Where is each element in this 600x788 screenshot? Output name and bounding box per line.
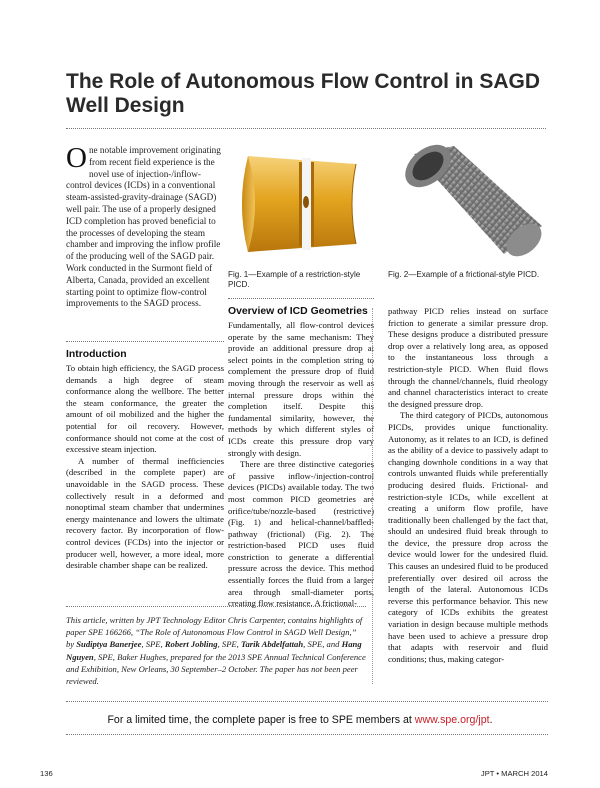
introduction-paragraph: To obtain high efficiency, the SAGD process demands a high degree of steam conformance along the wellbore. The better the steam conformance, the greater the amount of oil mobilized and the higher the potential for oil recovery. However, conformance should not come at the cost of excessive steam injection.	[66, 363, 224, 455]
spe-jpt-link[interactable]: www.spe.org/jpt	[414, 714, 490, 726]
editorial-note	[66, 614, 366, 687]
promo-period: .	[489, 714, 493, 726]
overview-paragraph: There are three distinctive categories of passive inflow-/injection-control devices (PICDs) available today. The two most common PICD geometries are orifice/tube/nozzle-based (restrictive) (Fig. 1) and helical-channel/baffled-pathway (frictional) (Fig. 2). The restriction-based PICD uses fluid constriction to generate a differential pressure across the device. This method essentially forces the fluid from a larger area through small-diameter ports, creating flow resistance. A frictional-	[228, 459, 374, 609]
right-paragraph: pathway PICD relies instead on surface friction to generate a similar pressure drop. These designs produce a distributed pressure drop over a relatively long area, as opposed to the instantaneous loss through a restriction-style PICD. When fluid flows through the channel/channels, fluid rheology and channel characteristics interact to create the designed pressure drop.	[388, 306, 548, 409]
right-column-body	[388, 306, 548, 665]
fig1-restriction-picd-image	[228, 148, 374, 260]
note-text: , SPE,	[217, 639, 241, 650]
introduction-paragraph: A number of thermal inefficiencies (described in the complete paper) are unavoidable in the SAGD process. These collectively result in a deformed and nonoptimal steam chamber that undermines energy maintenance and lowers the ultimate recovery factor. By incorporation of flow-control devices (FCDs) into the injector or producer well, however, a more ideal, more desirable chamber shape can be realized.	[66, 455, 224, 571]
intro-text: ne notable improvement originating from recent field experience is the novel use of injection-/inflow-control devices (ICDs) in a conventional steam-assisted-gravity-drainage (SAGD) well pair. The use of a properly designed ICD completion has proved beneficial to the processes of developing the steam chamber and improving the inflow profile of the producing well of the SAGD pair. Work conducted in the Surmont field of Alberta, Canada, provided an excellent starting point to optimize flow-control improvements to the SAGD process.	[66, 145, 221, 309]
issue-label: JPT • MARCH 2014	[480, 769, 548, 778]
fig2-frictional-picd-image	[392, 142, 548, 260]
introduction-divider	[66, 341, 224, 342]
overview-body	[228, 320, 374, 610]
page-number: 136	[40, 769, 53, 778]
note-text: , SPE, Baker Hughes, prepared for the 2013 SPE Annual Technical Conference and Exhibition, New Orleans, 30 September–2 October. The paper has not been peer reviewed.	[66, 651, 366, 687]
note-text: This article, written by JPT Technology Editor Chris Carpenter, contains highlights of paper SPE 166266, “The Role of Autonomous Flow Control in SAGD Well Design,” by	[66, 615, 363, 650]
intro-paragraph	[66, 142, 224, 310]
promo-line	[0, 714, 600, 726]
overview-divider	[228, 298, 374, 299]
column-rule	[372, 308, 373, 684]
note-author: Tarik Abdelfattah	[240, 639, 304, 650]
note-text: , SPE,	[141, 639, 165, 650]
fig2-caption: Fig. 2—Example of a frictional-style PICD.	[388, 270, 540, 279]
promo-divider-top	[66, 701, 548, 702]
note-author: Robert Jobling	[164, 639, 218, 650]
right-paragraph: The third category of PICDs, autonomous PICDs, provides unique functionality. Autonomy, as it relates to an ICD, is defined as the ability of a device to passively adapt to changing downhole conditions in a way that controls unwanted fluids while preferentially producing desired fluids. Frictional- and restriction-style ICDs, while excellent at creating a uniform flow profile, have traditionally been challenged by the fact that, should an undesired fluid break through to the device, the pressure drop across the device would lower for the undesired fluid. This causes an undesired fluid to be produced preferentially over desired oil across the length of the lateral. Autonomous ICDs reverse this performance behavior. This new category of ICDs exhibits the greatest variation in design because multiple methods have been used to achieve a pressure drop that adapts with reservoir and fluid conditions; thus, making categor-	[388, 410, 548, 664]
note-author: Hang Nguyen	[66, 639, 362, 662]
fig1-caption: Fig. 1—Example of a restriction-style PICD.	[228, 270, 361, 290]
note-divider	[66, 606, 366, 607]
introduction-heading: Introduction	[66, 349, 127, 360]
note-text: , SPE, and	[303, 639, 342, 650]
promo-divider-bottom	[66, 734, 548, 735]
introduction-body	[66, 363, 224, 572]
note-author: Sudiptya Banerjee	[76, 639, 142, 650]
promo-text: For a limited time, the complete paper is free to SPE members at	[107, 714, 415, 726]
overview-paragraph: Fundamentally, all flow-control devices operate by the same mechanism: They provide an additional pressure drop at select points in the completion string to complement the pressure drop of fluid moving through the reservoir as well as internal pressure drops within the completion itself. Despite this fundamental similarity, however, the methods by which different styles of ICDs create this pressure drop vary strongly with design.	[228, 320, 374, 458]
overview-heading: Overview of ICD Geometries	[228, 306, 368, 317]
drop-cap: O	[66, 142, 87, 174]
title-divider	[66, 128, 546, 129]
article-title: The Role of Autonomous Flow Control in SAGD Well Design	[66, 70, 541, 117]
